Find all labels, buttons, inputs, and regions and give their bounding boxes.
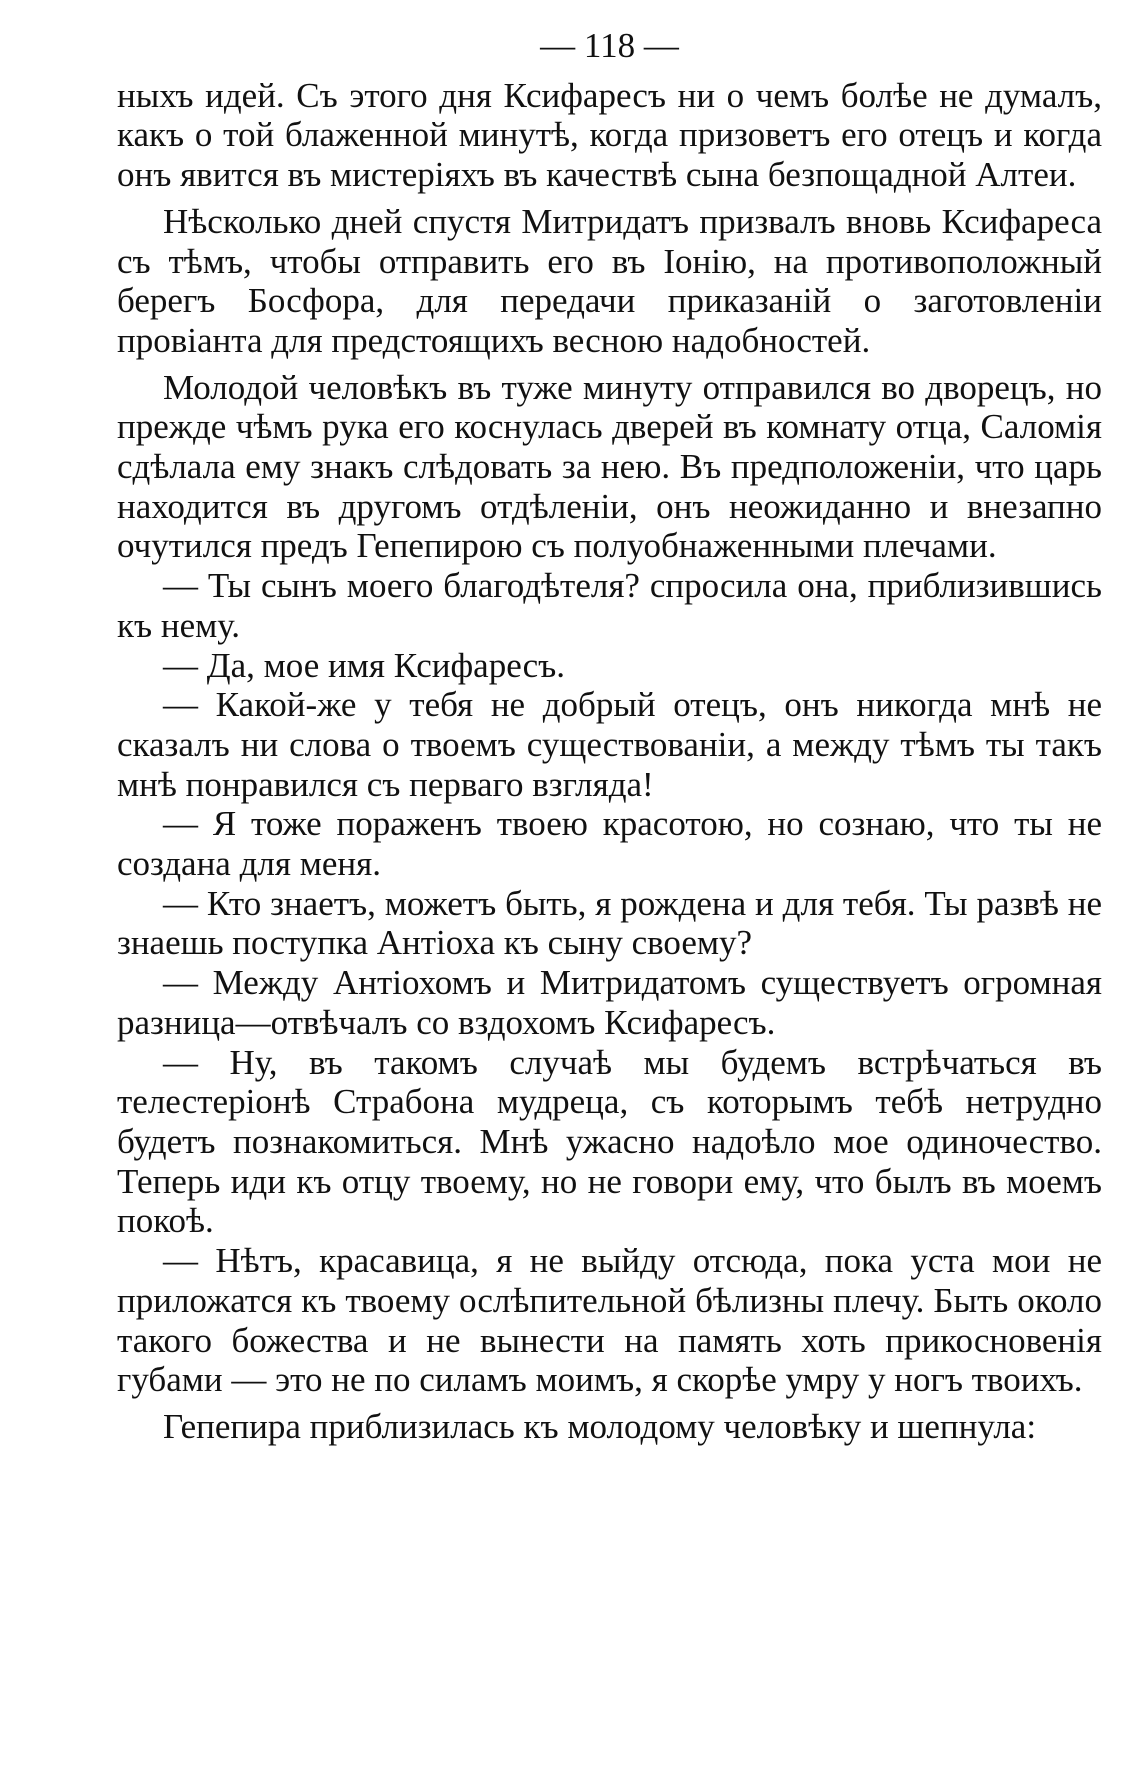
dialogue-line: — Я тоже пораженъ твоею красотою, но сознаю, что ты не создана для меня. (117, 804, 1102, 884)
paragraph-continuation: ныхъ идей. Съ этого дня Ксифаресъ ни о чемъ болѣе не думалъ, какъ о той блаженной минутѣ, когда призоветъ его отецъ и когда онъ явится въ мистеріяхъ въ качествѣ сына безпощадной Алтеи. (117, 75, 1102, 195)
dialogue-line: — Какой-же у тебя не добрый отецъ, онъ никогда мнѣ не сказалъ ни слова о твоемъ существованіи, а между тѣмъ ты такъ мнѣ понравился съ перваго взгляда! (117, 685, 1102, 804)
paragraph: Нѣсколько дней спустя Митридатъ призвалъ вновь Ксифареса съ тѣмъ, чтобы отправить его въ Іонію, на противоположный берегъ Босфора, для передачи приказаній о заготовленіи провіанта для предстоящихъ весною надобностей. (117, 201, 1102, 360)
book-page (117, 26, 1102, 1447)
dialogue-line: — Ну, въ такомъ случаѣ мы будемъ встрѣчаться въ телестеріонѣ Страбона мудреца, съ которымъ тебѣ нетрудно будетъ познакомиться. Мнѣ ужасно надоѣло мое одиночество. Теперь иди къ отцу твоему, но не говори ему, что былъ въ моемъ покоѣ. (117, 1042, 1102, 1241)
dialogue-line: — Нѣтъ, красавица, я не выйду отсюда, пока уста мои не приложатся къ твоему ослѣпительной бѣлизны плечу. Быть около такого божества и не вынести на память хоть прикосновенія губами — это не по силамъ моимъ, я скорѣе умру у ногъ твоихъ. (117, 1241, 1102, 1400)
page-number: — 118 — (540, 26, 679, 65)
paragraph: Гепепира приблизилась къ молодому человѣку и шепнула: (163, 1406, 1037, 1446)
dialogue-line: — Да, мое имя Ксифаресъ. (163, 645, 565, 685)
dialogue-line: — Между Антіохомъ и Митридатомъ существуетъ огромная разница—отвѣчалъ со вздохомъ Ксифаресъ. (117, 963, 1102, 1042)
dialogue-line: — Кто знаетъ, можетъ быть, я рождена и для тебя. Ты развѣ не знаешь поступка Антіоха къ сыну своему? (117, 883, 1102, 963)
dialogue-line: — Ты сынъ моего благодѣтеля? спросила она, приблизившись къ нему. (117, 566, 1102, 645)
paragraph: Молодой человѣкъ въ туже минуту отправился во дворецъ, но прежде чѣмъ рука его коснулась дверей въ комнату отца, Саломія сдѣлала ему знакъ слѣдовать за нею. Въ предположеніи, что царь находится въ другомъ отдѣленіи, онъ неожиданно и внезапно очутился предъ Гепепирою съ полуобнаженными плечами. (117, 367, 1102, 566)
